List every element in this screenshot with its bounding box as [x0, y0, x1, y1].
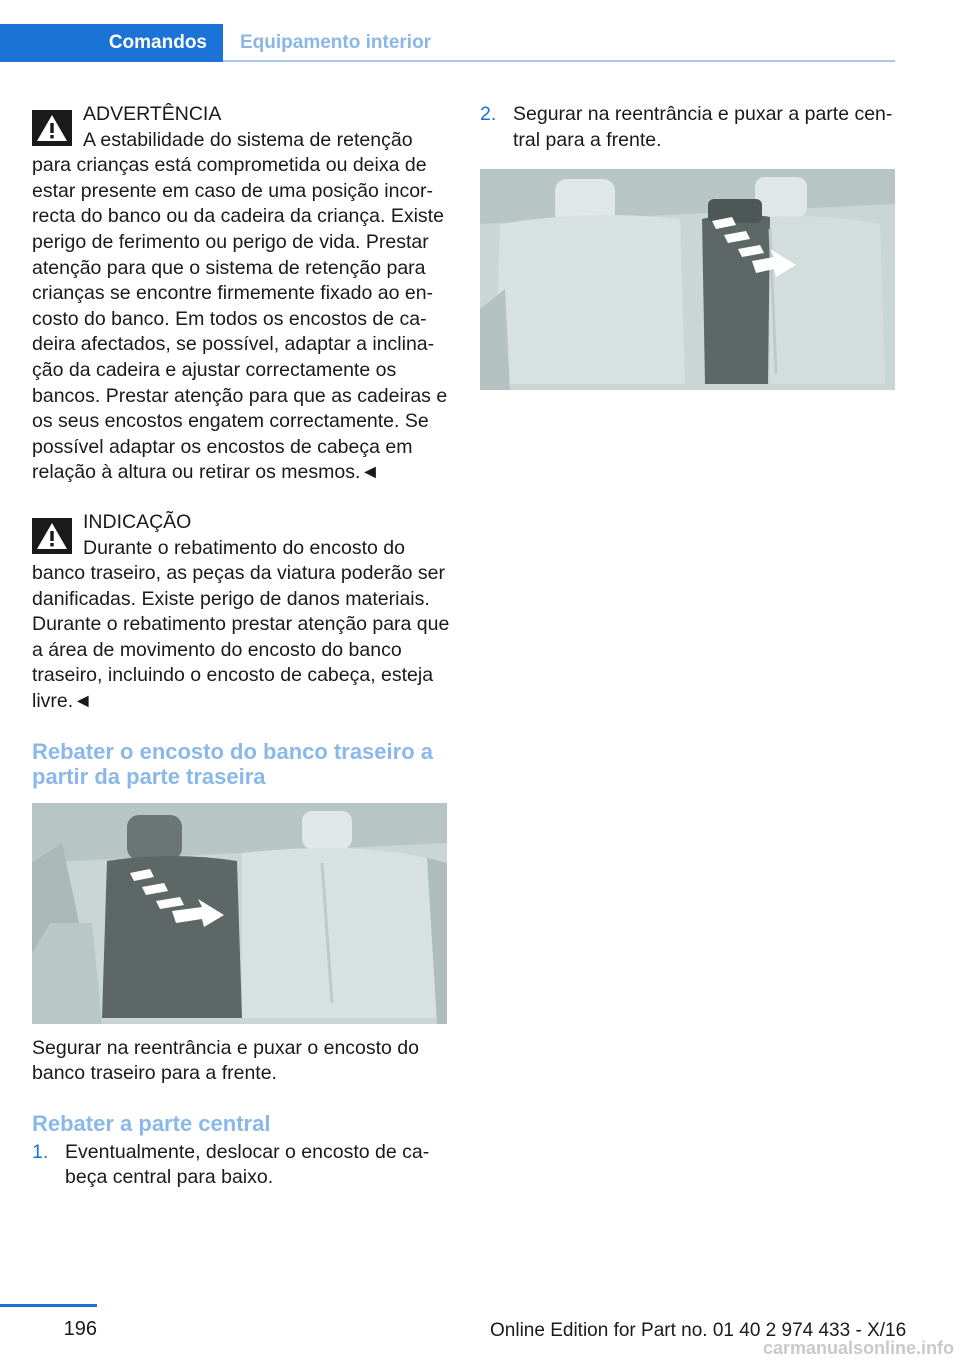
step-number: 1.	[32, 1140, 49, 1163]
left-column	[32, 102, 450, 1191]
tab-comandos[interactable]: Comandos	[0, 24, 223, 62]
step-text: Eventualmente, deslocar o encosto de ca-beça central para baixo.	[65, 1140, 430, 1189]
page-number: 196	[63, 1318, 97, 1340]
warning-heading: ADVERTÊNCIA	[83, 103, 222, 125]
warning-triangle-icon	[32, 518, 72, 554]
section-title-rear: Rebater o encosto do banco traseiro a partir da parte traseira	[32, 738, 433, 789]
section-title-center: Rebater a parte central	[32, 1110, 271, 1136]
list-item	[480, 102, 896, 153]
warning-triangle-icon	[32, 110, 72, 146]
header-tabs	[0, 24, 895, 62]
warning-first-line: A estabilidade do sistema de retenção	[83, 128, 413, 151]
step-number: 2.	[480, 103, 497, 125]
notice-note	[32, 510, 450, 715]
warning-body: para crianças está comprometida ou deixa de estar presente em caso de uma posição incor-recta do banco ou da cadeira da criança. Existe perigo de ferimento ou perigo de vida. Prestar atenção para que o sistema de retenção para crianças se encontre firmemente fixado ao en-costo do banco. Em todos os encostos de ca-deira afectados, se possível, adaptar a inclina-ção da cadeira e ajustar correctamente os bancos. Prestar atenção para que as cadeiras e os seus encostos engatem correctamente. Se possível adaptar os encostos de cabeça em relação à altura ou retirar os mesmos.◄	[32, 154, 448, 484]
right-column	[480, 102, 896, 390]
warning-note	[32, 102, 450, 486]
steps-list-left	[32, 1140, 450, 1191]
rear-seat-illustration	[32, 803, 447, 1024]
notice-body: banco traseiro, as peças da viatura poderão ser danificadas. Existe perigo de danos materiais. Durante o rebatimento prestar atenção para que a área de movimento do encosto do banco traseiro, incluindo o encosto de cabeça, esteja livre.◄	[32, 562, 450, 713]
tab-equipamento-interior[interactable]: Equipamento interior	[240, 32, 432, 53]
step-text: Segurar na reentrância e puxar a parte cen-tral para a frente.	[513, 103, 893, 151]
steps-list-right	[480, 102, 896, 153]
footer-accent-line	[0, 1304, 97, 1307]
watermark: carmanualsonline.info	[762, 1338, 954, 1358]
tab-underline	[223, 60, 895, 62]
center-seat-illustration	[480, 169, 895, 390]
rear-caption: Segurar na reentrância e puxar o encosto do banco traseiro para a frente.	[32, 1036, 420, 1085]
notice-first-line: Durante o rebatimento do encosto do	[83, 536, 405, 559]
edition-text: Online Edition for Part no. 01 40 2 974 433 - X/16	[490, 1320, 907, 1341]
list-item	[32, 1140, 450, 1191]
notice-heading: INDICAÇÃO	[83, 510, 192, 533]
